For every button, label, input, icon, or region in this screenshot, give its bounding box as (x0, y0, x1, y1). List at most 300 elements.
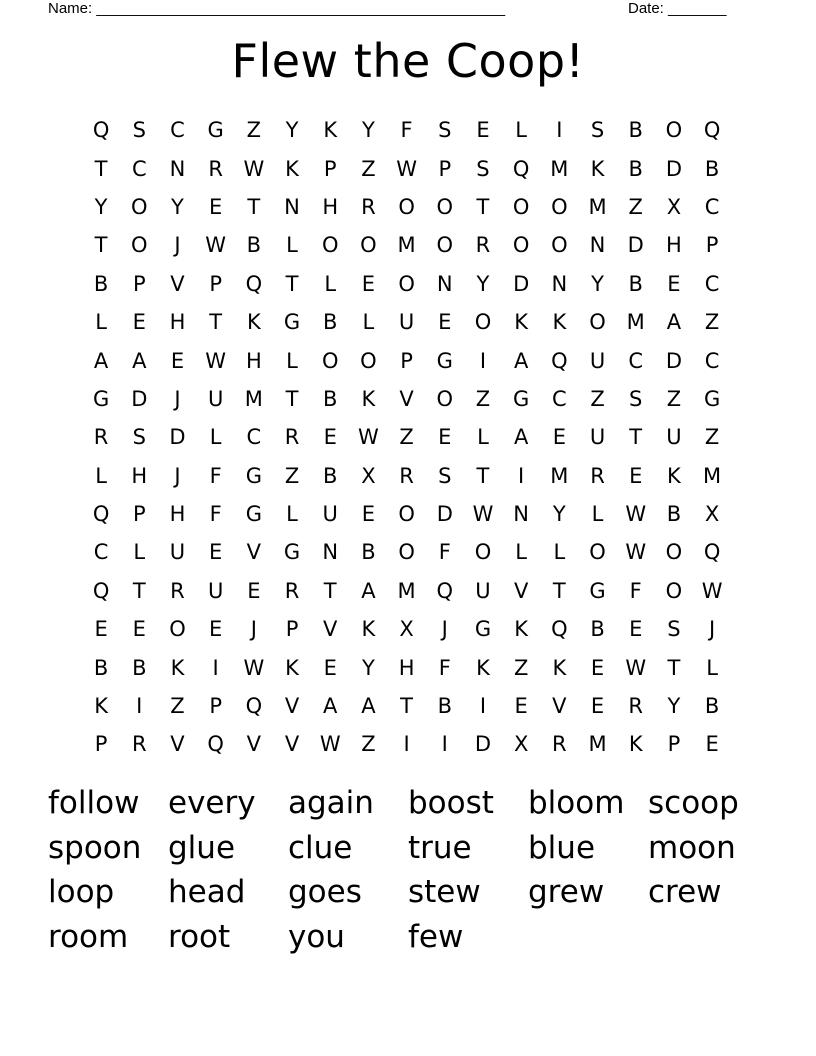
grid-letter: R (361, 194, 376, 219)
grid-letter: W (472, 502, 494, 527)
grid-letter: Y (361, 118, 375, 143)
grid-letter: O (398, 194, 415, 219)
word-list-item: every (168, 785, 256, 821)
grid-letter: Q (703, 118, 721, 143)
grid-letter: K (590, 156, 605, 181)
grid-letter: D (474, 732, 492, 757)
grid-letter: R (131, 732, 147, 757)
grid-letter: T (323, 578, 337, 603)
grid-letter: A (361, 694, 376, 719)
grid-letter: K (170, 655, 185, 680)
grid-letter: N (436, 271, 453, 296)
grid-letter: U (169, 540, 186, 565)
word-list-item: you (288, 919, 345, 956)
grid-letter: O (131, 194, 148, 219)
grid-letter: O (512, 194, 530, 219)
grid-letter: U (589, 348, 606, 373)
grid-letter: C (93, 540, 109, 565)
grid-letter: C (704, 194, 720, 219)
grid-letter: F (209, 502, 222, 527)
grid-letter: H (398, 655, 415, 680)
grid-letter: Z (513, 655, 529, 680)
grid-letter: M (626, 310, 645, 335)
grid-letter: J (250, 617, 257, 642)
grid-letter: E (590, 655, 605, 680)
grid-letter: S (667, 617, 681, 642)
grid-letter: O (131, 233, 148, 258)
grid-letter: Z (361, 156, 376, 181)
grid-letter: L (95, 463, 107, 488)
word-list-item: root (168, 919, 231, 956)
grid-letter: K (667, 463, 681, 488)
grid-letter: Z (475, 386, 491, 411)
grid-letter: E (514, 694, 528, 719)
grid-letter: L (477, 425, 489, 450)
grid-letter: F (629, 578, 642, 603)
grid-letter: U (322, 502, 338, 527)
grid-letter: B (361, 540, 376, 565)
grid-letter: X (361, 463, 376, 488)
grid-letter: E (323, 425, 337, 450)
grid-letter: V (246, 732, 262, 757)
grid-letter: S (438, 463, 452, 488)
grid-letter: N (551, 271, 568, 296)
word-list-item: scoop (648, 785, 739, 821)
grid-letter: A (513, 348, 529, 373)
grid-letter: P (94, 732, 108, 757)
grid-letter: I (518, 463, 525, 488)
grid-letter: O (589, 540, 606, 565)
grid-letter: L (286, 233, 298, 258)
grid-letter: K (94, 694, 108, 719)
grid-letter: W (625, 655, 647, 680)
grid-letter: T (247, 194, 261, 219)
grid-letter: Y (552, 502, 566, 527)
grid-letter: L (362, 310, 375, 335)
grid-letter: D (513, 271, 530, 296)
grid-letter: C (131, 156, 147, 181)
grid-letter: X (513, 732, 529, 757)
grid-letter: W (625, 502, 647, 527)
grid-letter: S (132, 425, 146, 450)
grid-letter: P (438, 156, 452, 181)
grid-letter: V (170, 271, 185, 296)
grid-letter: I (212, 655, 219, 680)
word-list-item: glue (168, 829, 236, 866)
grid-letter: U (589, 425, 606, 450)
grid-letter: O (360, 233, 377, 258)
grid-letter: G (283, 540, 301, 565)
grid-letter: F (400, 118, 413, 143)
grid-letter: R (399, 463, 414, 488)
grid-letter: Q (245, 694, 263, 719)
grid-letter: J (441, 617, 448, 642)
grid-letter: L (553, 540, 566, 565)
grid-letter: E (132, 617, 146, 642)
grid-letter: K (552, 655, 567, 680)
grid-letter: C (246, 425, 262, 450)
grid-letter: E (438, 310, 452, 335)
grid-letter: H (245, 348, 262, 373)
grid-letter: Z (170, 694, 185, 719)
grid-letter: V (170, 732, 185, 757)
word-list-item: room (48, 919, 129, 956)
grid-letter: E (629, 617, 643, 642)
grid-letter: P (132, 271, 146, 296)
grid-letter: Z (704, 425, 720, 450)
grid-letter: T (132, 578, 146, 603)
grid-letter: E (590, 694, 605, 719)
grid-letter: M (397, 578, 416, 603)
grid-letter: O (398, 502, 415, 527)
grid-letter: P (209, 271, 222, 296)
grid-letter: P (667, 732, 681, 757)
grid-letter: M (397, 233, 416, 258)
grid-letter: W (358, 425, 379, 450)
grid-letter: O (169, 617, 186, 642)
name-field: Name: _________________________________________________ (48, 0, 506, 17)
grid-letter: Q (551, 617, 568, 642)
grid-letter: Z (628, 194, 643, 219)
grid-letter: B (704, 156, 720, 181)
grid-letter: V (246, 540, 262, 565)
grid-letter: B (666, 502, 682, 527)
grid-letter: J (174, 386, 181, 411)
grid-letter: J (708, 617, 716, 642)
grid-letter: Q (207, 732, 224, 757)
grid-letter: Z (361, 732, 376, 757)
grid-letter: D (665, 348, 682, 373)
grid-letter: P (132, 502, 146, 527)
grid-letter: Q (551, 348, 568, 373)
word-list-item: clue (288, 829, 353, 866)
grid-letter: U (207, 578, 224, 603)
grid-letter: K (285, 156, 299, 181)
grid-letter: X (666, 194, 682, 219)
grid-letter: Q (703, 540, 721, 565)
grid-letter: B (132, 655, 147, 680)
grid-letter: T (94, 156, 108, 181)
grid-letter: O (512, 233, 530, 258)
grid-letter: A (93, 348, 109, 373)
grid-letter: V (552, 694, 567, 719)
word-list-item: grew (528, 874, 605, 911)
puzzle-title: Flew the Coop! (231, 34, 585, 88)
grid-letter: Y (361, 655, 375, 680)
grid-letter: B (628, 271, 643, 296)
grid-letter: B (628, 118, 643, 143)
grid-letter: M (588, 732, 607, 757)
grid-letter: T (629, 425, 643, 450)
grid-letter: K (552, 310, 567, 335)
grid-letter: D (131, 386, 148, 411)
grid-letter: T (94, 233, 108, 258)
grid-letter: O (321, 233, 339, 258)
grid-letter: O (398, 271, 415, 296)
grid-letter: C (628, 348, 644, 373)
grid-letter: V (513, 578, 529, 603)
grid-letter: O (665, 578, 683, 603)
grid-letter: L (286, 348, 298, 373)
grid-letter: T (285, 386, 299, 411)
grid-letter: E (705, 732, 719, 757)
grid-letter: K (628, 732, 643, 757)
grid-letter: E (438, 425, 452, 450)
grid-letter: Y (171, 194, 184, 219)
grid-letter: S (476, 156, 490, 181)
grid-letter: P (705, 233, 719, 258)
grid-letter: Y (476, 271, 490, 296)
grid-letter: S (438, 118, 452, 143)
grid-letter: R (93, 425, 109, 450)
grid-letter: R (628, 694, 644, 719)
date-field: Date: _______ (628, 0, 727, 17)
grid-letter: I (479, 348, 487, 373)
grid-letter: F (438, 655, 451, 680)
grid-letter: J (174, 463, 181, 488)
word-list-item: true (408, 829, 472, 866)
grid-letter: L (706, 655, 718, 680)
grid-letter: L (286, 502, 298, 527)
grid-letter: G (283, 310, 301, 335)
grid-letter: E (209, 540, 223, 565)
grid-letter: K (514, 617, 529, 642)
grid-letter: L (209, 425, 222, 450)
grid-letter: C (704, 271, 720, 296)
grid-letter: O (551, 233, 568, 258)
grid-letter: K (476, 655, 490, 680)
grid-letter: R (552, 732, 567, 757)
word-list-item: again (288, 785, 374, 821)
grid-letter: N (589, 233, 606, 258)
grid-letter: M (703, 463, 722, 488)
grid-letter: F (209, 463, 222, 488)
grid-letter: O (474, 310, 492, 335)
grid-letter: K (285, 655, 299, 680)
grid-letter: B (93, 655, 109, 680)
grid-letter: D (169, 425, 186, 450)
grid-letter: Y (94, 194, 108, 219)
grid-letter: W (701, 578, 723, 603)
grid-letter: K (246, 310, 261, 335)
grid-letter: L (515, 118, 527, 143)
grid-letter: W (243, 156, 265, 181)
grid-letter: Z (590, 386, 605, 411)
grid-letter: W (396, 156, 417, 181)
grid-letter: O (360, 348, 377, 373)
grid-letter: I (556, 118, 563, 143)
grid-letter: W (625, 540, 647, 565)
grid-letter: Z (246, 118, 262, 143)
grid-letter: K (361, 386, 376, 411)
grid-letter: S (590, 118, 605, 143)
grid-letter: K (514, 310, 529, 335)
grid-letter: V (323, 617, 338, 642)
grid-letter: G (513, 386, 530, 411)
grid-letter: M (244, 386, 263, 411)
grid-letter: U (398, 310, 415, 335)
header-fields (48, 0, 748, 20)
grid-letter: O (436, 386, 454, 411)
grid-letter: T (400, 694, 413, 719)
grid-letter: B (323, 386, 338, 411)
grid-letter: C (704, 348, 720, 373)
grid-letter: R (284, 425, 300, 450)
grid-letter: M (550, 463, 569, 488)
grid-letter: P (323, 156, 337, 181)
grid-letter: Y (667, 694, 681, 719)
grid-letter: T (552, 578, 566, 603)
grid-letter: O (665, 118, 683, 143)
word-list-item: goes (288, 874, 362, 911)
grid-letter: G (245, 502, 262, 527)
grid-letter: Y (285, 118, 299, 143)
grid-letter: Y (591, 271, 604, 296)
grid-letter: L (133, 540, 146, 565)
grid-letter: S (132, 118, 146, 143)
grid-letter: Q (512, 156, 530, 181)
grid-letter: L (591, 502, 604, 527)
word-list-item: bloom (528, 785, 625, 821)
grid-letter: A (132, 348, 147, 373)
grid-letter: W (319, 732, 341, 757)
grid-letter: Z (666, 386, 682, 411)
grid-letter: O (589, 310, 606, 335)
grid-letter: H (169, 502, 186, 527)
grid-letter: B (323, 463, 338, 488)
grid-letter: E (552, 425, 566, 450)
grid-letter: M (588, 194, 607, 219)
grid-letter: R (284, 578, 300, 603)
grid-letter: V (284, 694, 300, 719)
grid-letter: A (323, 694, 338, 719)
grid-letter: O (321, 348, 339, 373)
grid-letter: G (92, 386, 110, 411)
word-list-item: stew (408, 874, 481, 911)
grid-letter: L (515, 540, 527, 565)
grid-letter: G (589, 578, 606, 603)
grid-letter: N (513, 502, 530, 527)
grid-letter: T (476, 194, 490, 219)
grid-letter: Z (704, 310, 720, 335)
grid-letter: O (551, 194, 568, 219)
grid-letter: B (437, 694, 452, 719)
grid-letter: E (170, 348, 185, 373)
word-list-item: boost (408, 785, 494, 821)
grid-letter: K (323, 118, 338, 143)
grid-letter: E (361, 271, 376, 296)
grid-letter: A (666, 310, 682, 335)
grid-letter: E (209, 194, 223, 219)
grid-letter: R (475, 233, 491, 258)
word-list-item: few (408, 919, 464, 956)
word-list-item: follow (48, 785, 140, 821)
letter-grid (82, 111, 731, 764)
grid-letter: N (322, 540, 339, 565)
grid-letter: Q (92, 118, 110, 143)
grid-letter: B (323, 310, 338, 335)
grid-letter: D (665, 156, 682, 181)
grid-letter: G (703, 386, 721, 411)
grid-letter: D (436, 502, 453, 527)
grid-letter: T (285, 271, 299, 296)
grid-letter: Q (92, 502, 110, 527)
grid-letter: J (174, 233, 181, 258)
grid-letter: K (361, 617, 376, 642)
word-list-item: loop (48, 874, 115, 911)
grid-letter: E (94, 617, 108, 642)
grid-letter: G (207, 118, 224, 143)
grid-letter: L (324, 271, 337, 296)
grid-letter: B (93, 271, 109, 296)
grid-letter: B (628, 156, 643, 181)
word-list-item: moon (648, 829, 736, 866)
grid-letter: X (399, 617, 414, 642)
grid-letter: I (136, 694, 143, 719)
grid-letter: Z (399, 425, 414, 450)
word-list-item: crew (648, 874, 722, 911)
grid-letter: O (474, 540, 492, 565)
grid-letter: E (361, 502, 376, 527)
grid-letter: H (322, 194, 339, 219)
grid-letter: F (438, 540, 451, 565)
grid-letter: L (95, 310, 107, 335)
grid-letter: U (475, 578, 491, 603)
grid-letter: B (590, 617, 605, 642)
grid-letter: I (403, 732, 410, 757)
grid-letter: M (550, 156, 569, 181)
grid-letter: O (436, 194, 454, 219)
grid-letter: P (285, 617, 299, 642)
grid-letter: B (704, 694, 720, 719)
grid-letter: G (436, 348, 453, 373)
grid-letter: Z (284, 463, 300, 488)
grid-letter: B (246, 233, 262, 258)
grid-letter: C (552, 386, 567, 411)
grid-letter: E (209, 617, 223, 642)
grid-letter: E (132, 310, 146, 335)
grid-letter: W (205, 233, 227, 258)
word-list-item: spoon (48, 829, 142, 866)
grid-letter: T (667, 655, 681, 680)
word-list (48, 781, 768, 960)
grid-letter: O (436, 233, 454, 258)
grid-letter: N (169, 156, 186, 181)
grid-letter: O (665, 540, 683, 565)
grid-letter: H (666, 233, 682, 258)
word-list-item: head (168, 874, 246, 911)
grid-letter: G (474, 617, 492, 642)
grid-letter: Q (92, 578, 110, 603)
grid-letter: S (629, 386, 643, 411)
grid-letter: E (323, 655, 337, 680)
grid-letter: P (400, 348, 413, 373)
grid-letter: O (398, 540, 415, 565)
grid-letter: D (627, 233, 644, 258)
grid-letter: C (170, 118, 185, 143)
grid-letter: E (476, 118, 490, 143)
grid-letter: R (170, 578, 185, 603)
grid-letter: T (209, 310, 223, 335)
grid-letter: U (666, 425, 682, 450)
grid-letter: W (205, 348, 227, 373)
grid-letter: E (667, 271, 681, 296)
grid-letter: H (169, 310, 186, 335)
grid-letter: I (441, 732, 448, 757)
grid-letter: E (629, 463, 643, 488)
grid-letter: Q (436, 578, 454, 603)
grid-letter: I (479, 694, 487, 719)
